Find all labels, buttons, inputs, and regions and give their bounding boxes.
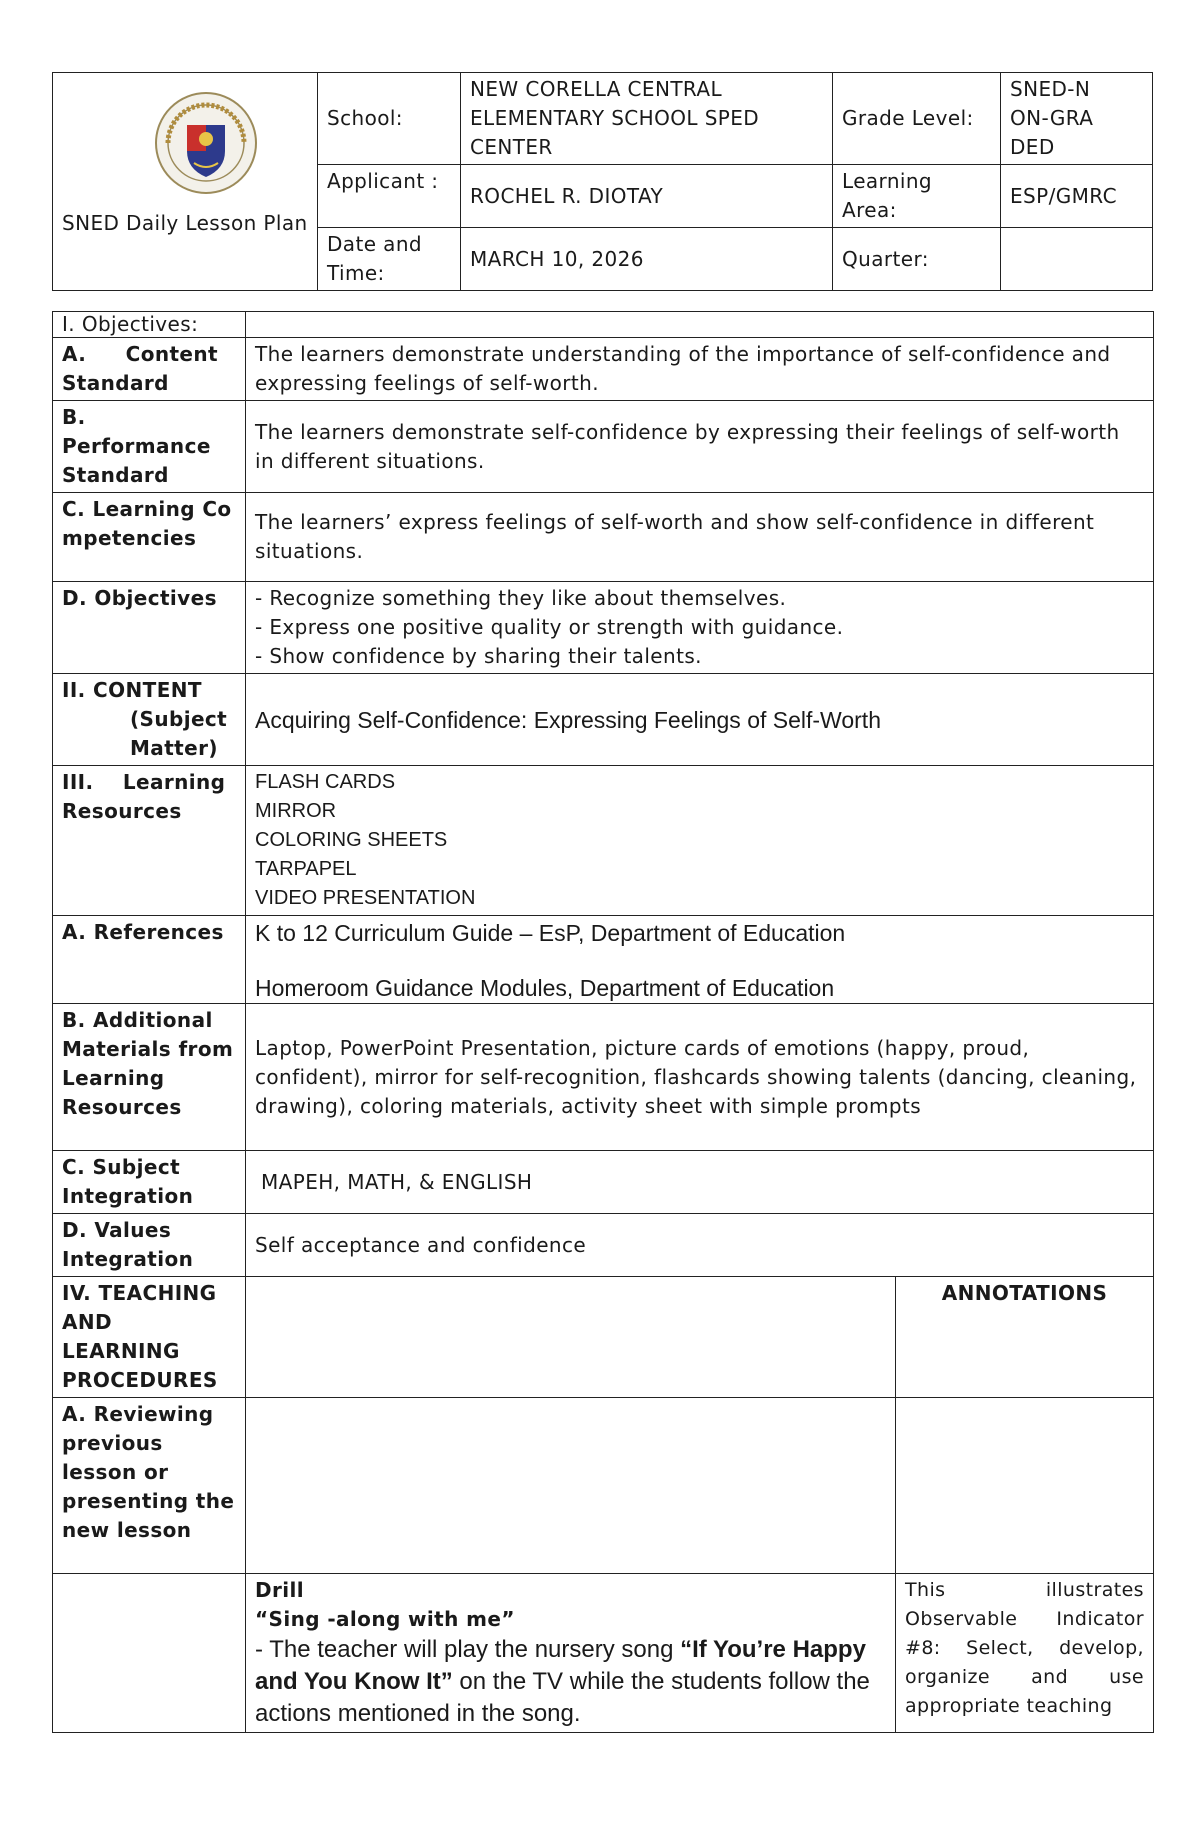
content-row: [53, 674, 1154, 766]
objectives-heading: I. Objectives:: [53, 312, 246, 338]
lesson-plan-table: [52, 311, 1154, 1733]
drill-text-1: - The teacher will play the nursery song: [255, 1636, 681, 1663]
area-value: ESP/GMRC: [1001, 165, 1153, 228]
drill-annotation-text: This illustrates Observable Indicator #8: Select, develop, organize and use appropriate teaching: [905, 1579, 1144, 1717]
drill-content: [246, 1574, 896, 1733]
references-row: [53, 916, 1154, 1004]
procedures-row: [53, 1277, 1154, 1398]
drill-song: “If You’re Happy and You Know It”: [255, 1636, 866, 1695]
resource-item: FLASH CARDS: [255, 771, 396, 793]
applicant-value: ROCHEL R. DIOTAY: [461, 165, 833, 228]
subject-integration-value: MAPEH, MATH, & ENGLISH: [246, 1151, 1154, 1214]
reference-item: K to 12 Curriculum Guide – EsP, Department of Education: [255, 920, 846, 946]
deped-seal-logo: [154, 91, 258, 195]
objectives-heading-row: [53, 312, 1154, 338]
header-table: [52, 72, 1153, 291]
resources-label-text: III. Learning Resources: [62, 770, 226, 823]
area-label: Learning Area:: [833, 165, 1001, 228]
subject-integration-row: [53, 1151, 1154, 1214]
content-value: Acquiring Self-Confidence: Expressing Feelings of Self-Worth: [246, 674, 1154, 766]
performance-standard-row: [53, 401, 1154, 493]
resource-item: TARPAPEL: [255, 858, 357, 880]
resources-label: [53, 766, 246, 916]
content-label: [53, 674, 246, 766]
drill-row: [53, 1574, 1154, 1733]
procedures-label: IV. TEACHING AND LEARNING PROCEDURES: [53, 1277, 246, 1398]
references-list: [246, 916, 1154, 1004]
school-label: School:: [318, 73, 461, 165]
drill-title: Drill: [255, 1578, 305, 1602]
content-label-1: II. CONTENT: [62, 678, 202, 702]
review-row: [53, 1398, 1154, 1574]
content-standard-row: [53, 338, 1154, 401]
date-value: MARCH 10, 2026: [461, 228, 833, 291]
values-integration-value: Self acceptance and confidence: [246, 1214, 1154, 1277]
performance-standard-value: The learners demonstrate self-confidence by expressing their feelings of self-worth in different situations.: [246, 401, 1154, 493]
grade-label: Grade Level:: [833, 73, 1001, 165]
date-label: Date and Time:: [318, 228, 461, 291]
content-standard-label: [53, 338, 246, 401]
objective-item: - Show confidence by sharing their talents.: [255, 644, 702, 668]
grade-value: [1001, 73, 1153, 165]
review-label: A. Reviewing previous lesson or presenting the new lesson: [53, 1398, 246, 1574]
resources-row: [53, 766, 1154, 916]
content-label-2: (Subject Matter): [130, 707, 228, 760]
objectives-label: D. Objectives: [53, 582, 246, 674]
additional-materials-row: [53, 1004, 1154, 1151]
content-standard-label-text: A. Content Standard: [62, 342, 218, 395]
drill-empty-label: [53, 1574, 246, 1733]
quarter-label: Quarter:: [833, 228, 1001, 291]
drill-instruction: [255, 1634, 886, 1730]
review-empty: [246, 1398, 896, 1574]
grade-value-text: SNED-NON-GRADED: [1010, 77, 1094, 159]
references-label: A. References: [53, 916, 246, 1004]
plan-title: SNED Daily Lesson Plan: [62, 211, 308, 235]
reference-item: Homeroom Guidance Modules, Department of Education: [255, 975, 835, 1001]
values-integration-label: D. Values Integration: [53, 1214, 246, 1277]
annotations-header: ANNOTATIONS: [896, 1277, 1154, 1398]
additional-materials-value: Laptop, PowerPoint Presentation, picture cards of emotions (happy, proud, confident), mirror for self-recognition, flashcards showing talents (dancing, cleaning, drawing), coloring materials, activity sheet with simple prompts: [246, 1004, 1154, 1151]
competencies-row: [53, 493, 1154, 582]
procedures-empty: [246, 1277, 896, 1398]
review-annotation-empty: [896, 1398, 1154, 1574]
objective-item: - Recognize something they like about themselves.: [255, 586, 787, 610]
applicant-label: Applicant :: [318, 165, 461, 228]
subject-integration-label: C. Subject Integration: [53, 1151, 246, 1214]
objectives-row: [53, 582, 1154, 674]
drill-text-2: on the TV while the students follow the actions mentioned in the song.: [255, 1668, 870, 1727]
competencies-value: The learners’ express feelings of self-worth and show self-confidence in different situations.: [246, 493, 1154, 582]
drill-annotation: [896, 1574, 1154, 1733]
resources-list: [246, 766, 1154, 916]
resource-item: MIRROR: [255, 800, 337, 822]
drill-subtitle: “Sing -along with me”: [255, 1607, 515, 1631]
resource-item: COLORING SHEETS: [255, 829, 448, 851]
school-value: NEW CORELLA CENTRAL ELEMENTARY SCHOOL SPED CENTER: [461, 73, 833, 165]
objectives-list: [246, 582, 1154, 674]
resource-item: VIDEO PRESENTATION: [255, 887, 476, 909]
competencies-label: C. Learning Competencies: [53, 493, 246, 582]
performance-standard-label: B. Performance Standard: [53, 401, 246, 493]
objective-item: - Express one positive quality or strength with guidance.: [255, 615, 844, 639]
values-integration-row: [53, 1214, 1154, 1277]
additional-materials-label: B. Additional Materials from Learning Resources: [53, 1004, 246, 1151]
objectives-heading-empty: [246, 312, 1154, 338]
logo-title-cell: [53, 73, 318, 291]
quarter-value: [1001, 228, 1153, 291]
content-standard-value: The learners demonstrate understanding of the importance of self-confidence and expressing feelings of self-worth.: [246, 338, 1154, 401]
